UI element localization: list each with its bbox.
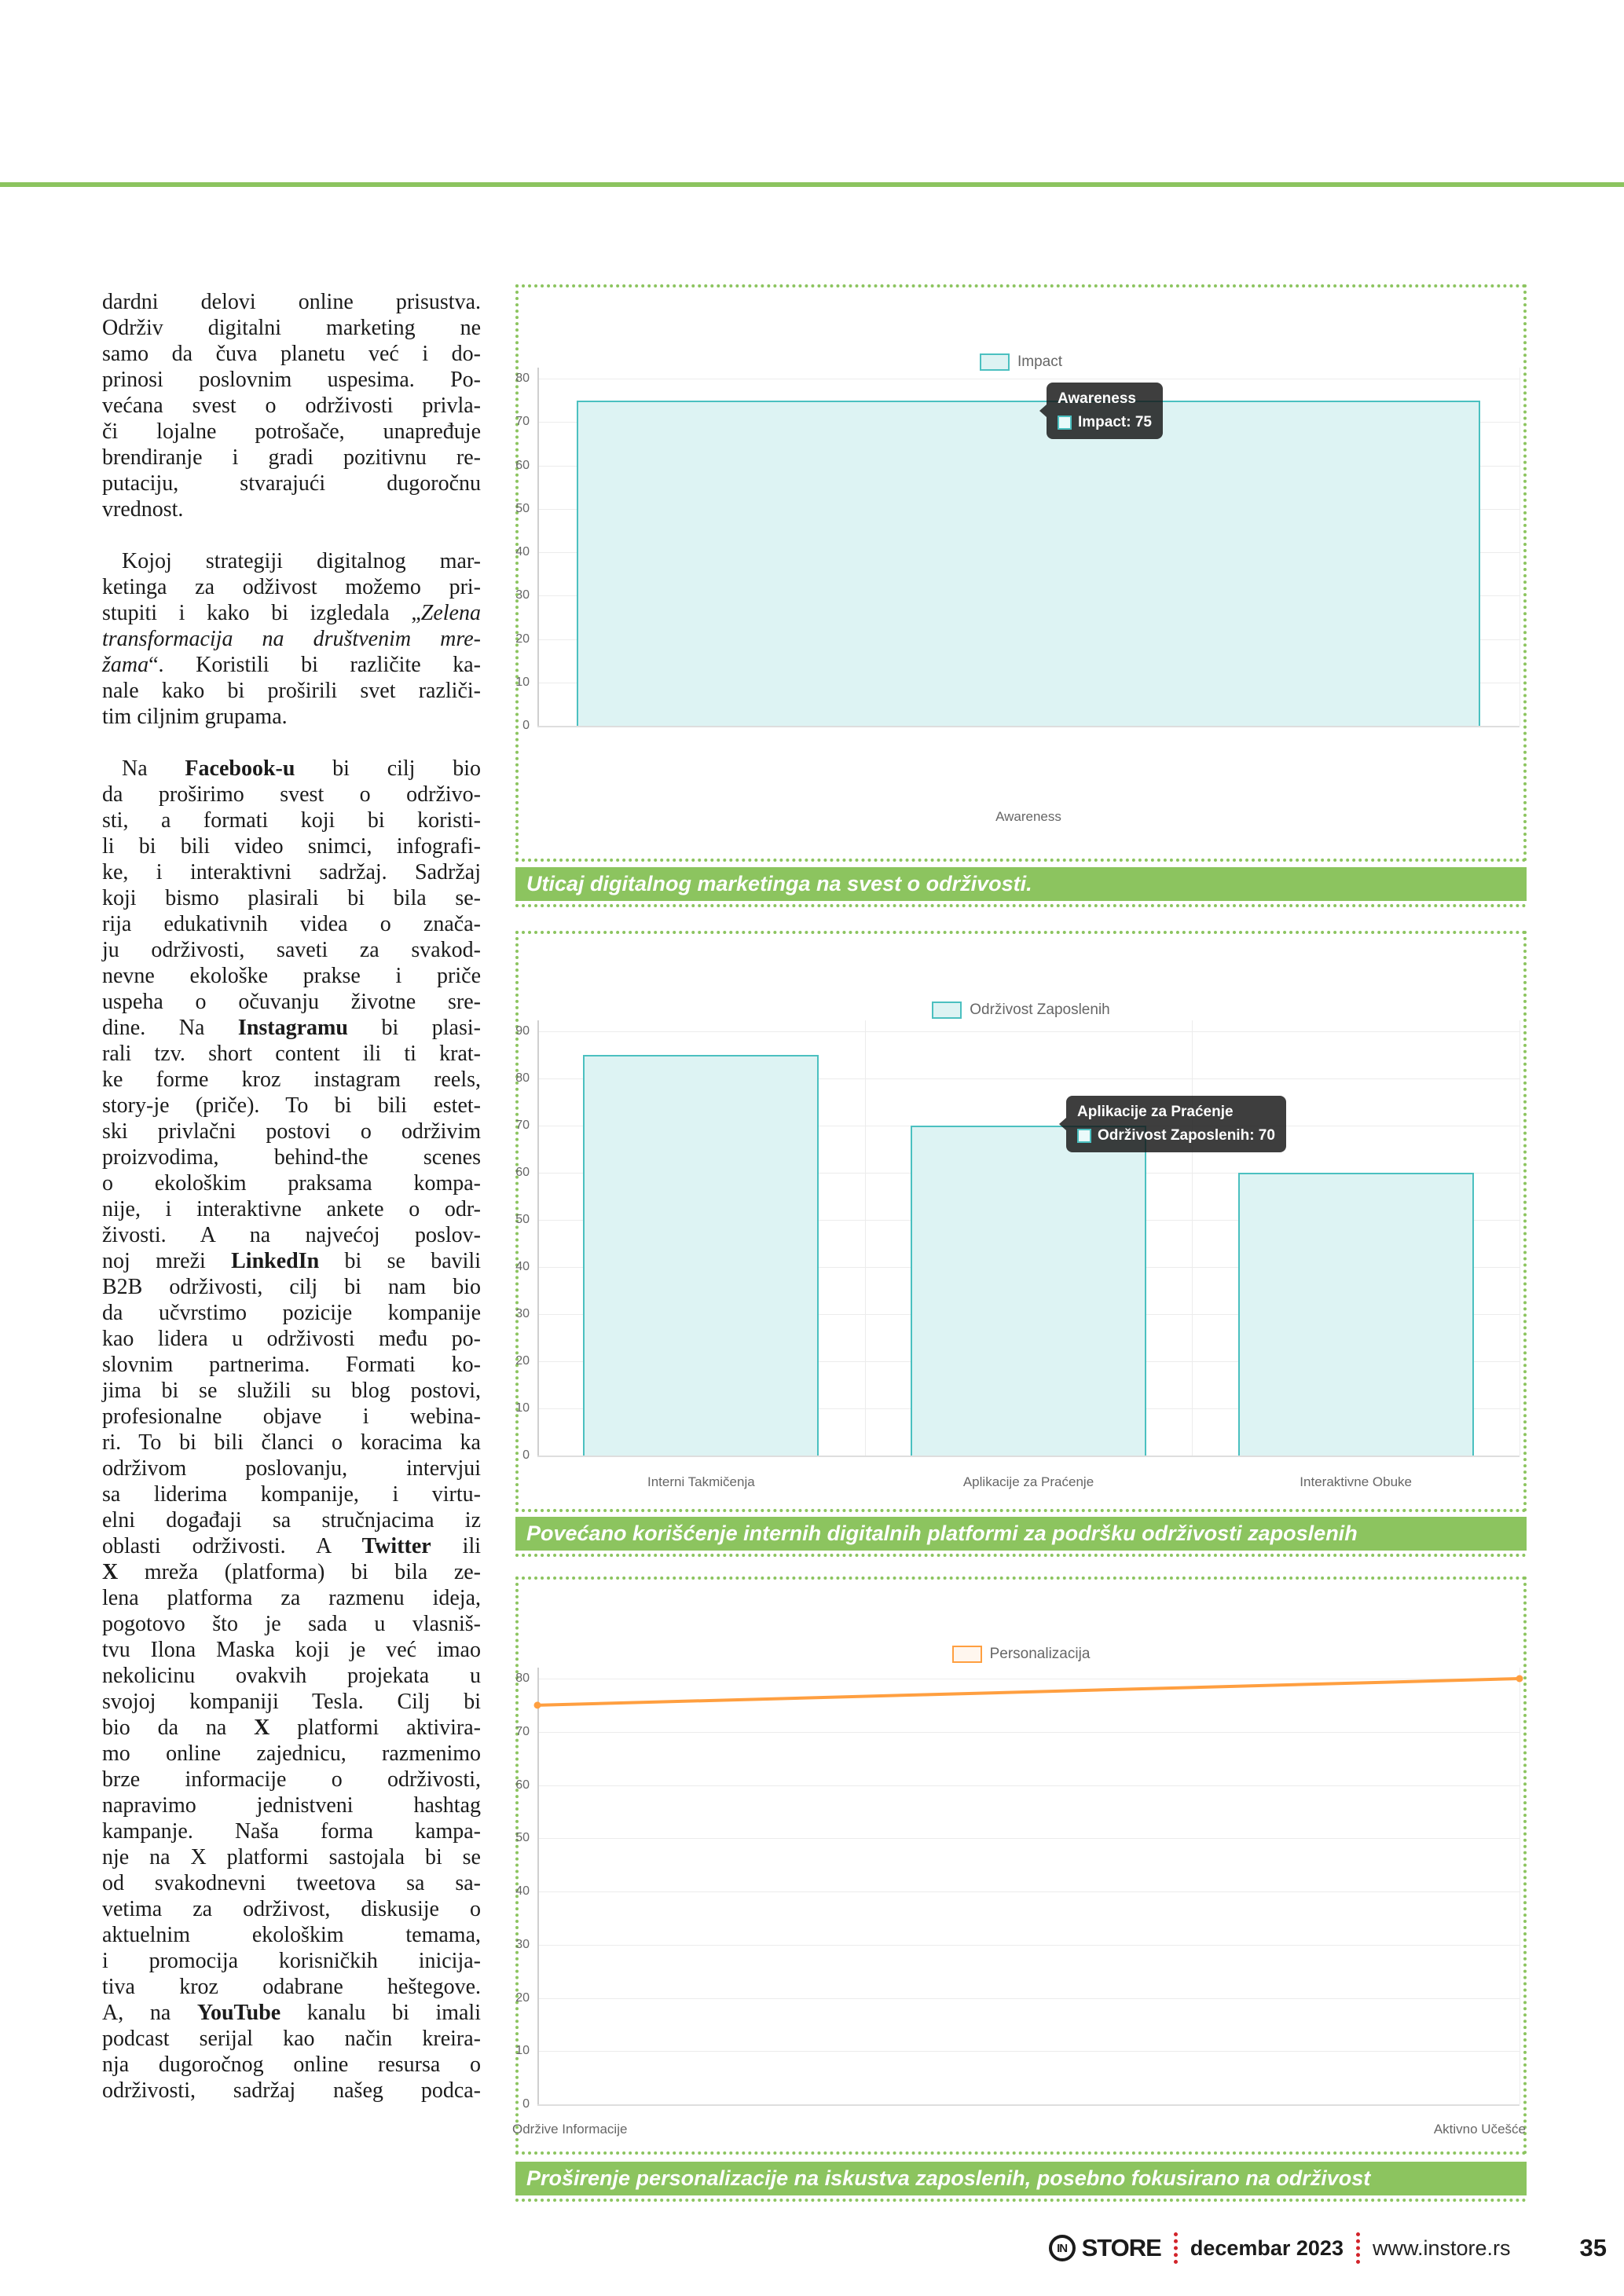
tooltip-title: Aplikacije za Praćenje	[1077, 1104, 1234, 1120]
text-run: slovnim partnerima. Formati ko-	[102, 1353, 481, 1377]
article-line	[102, 1507, 481, 1533]
article-line	[102, 341, 481, 367]
bar-aplikacije-za-praćenje	[911, 1126, 1146, 1456]
figure-1-bar-chart[interactable]	[515, 284, 1527, 862]
article-line	[102, 1144, 481, 1170]
article-line	[102, 678, 481, 704]
text-run: da učvrstimo pozicije kompanije	[102, 1301, 481, 1325]
article-line	[102, 1922, 481, 1948]
article-line	[102, 419, 481, 445]
y-tick-label: 10	[515, 675, 530, 689]
legend-label: Impact	[1017, 353, 1063, 370]
footer-separator-icon	[1174, 2232, 1178, 2264]
article-line	[102, 1093, 481, 1119]
figure-2-bar-chart[interactable]	[515, 931, 1527, 1512]
text-run: dardni delovi online prisustva.	[102, 290, 481, 314]
text-run: dine. Na	[102, 1016, 238, 1040]
text-run: ju održivosti, saveti za svakod-	[102, 938, 481, 962]
website-url: www.instore.rs	[1372, 2236, 1511, 2260]
text-run: nevne ekološke prakse i priče	[102, 964, 481, 988]
article-paragraph	[102, 756, 481, 2104]
page-footer	[1049, 2232, 1607, 2264]
x-tick-label: Awareness	[995, 809, 1061, 824]
grid-line	[537, 1456, 1520, 1457]
article-line	[102, 1326, 481, 1352]
text-run: či lojalne potrošače, unapređuje	[102, 419, 481, 444]
text-run: ili	[431, 1534, 481, 1558]
article-line	[102, 1274, 481, 1300]
text-run: profesionalne objave i webina-	[102, 1404, 481, 1429]
y-tick-label: 10	[515, 1401, 530, 1415]
tooltip-row	[1058, 414, 1152, 431]
article-line	[102, 782, 481, 807]
article-line	[102, 1948, 481, 1974]
article-line	[102, 393, 481, 419]
tooltip-row	[1077, 1127, 1275, 1144]
y-axis-line	[537, 368, 539, 726]
text-run: napravimo jednistveni hashtag	[102, 1793, 481, 1818]
y-tick-label: 40	[515, 1884, 530, 1898]
caption-underline	[515, 2199, 1527, 2202]
article-line	[102, 1663, 481, 1689]
text-run: živosti. A na najvećoj poslov-	[102, 1223, 481, 1247]
article-line	[102, 1767, 481, 1792]
y-tick-label: 70	[515, 1724, 530, 1738]
text-run: li bi bili video snimci, infografi-	[102, 834, 481, 859]
chart-legend	[519, 1002, 1523, 1019]
text-run: od svakodnevni tweetova sa sa-	[102, 1871, 481, 1895]
grid-line	[537, 726, 1520, 727]
grid-line	[865, 1020, 866, 1456]
text-run: rija edukativnih videa o znača-	[102, 912, 481, 936]
article-line	[102, 1041, 481, 1067]
text-run: aktuelnim ekološkim temama,	[102, 1923, 481, 1947]
text-run: podcast serijal kao način kreira-	[102, 2027, 481, 2051]
italic-text: Zelena	[420, 601, 481, 625]
grid-line	[537, 1031, 1520, 1032]
italic-text: transformacija na društvenim mre-	[102, 627, 481, 651]
text-run: i promocija korisničkih inicija-	[102, 1949, 481, 1973]
bar-interni-takmičenja	[583, 1055, 819, 1456]
y-tick-label: 0	[522, 719, 530, 732]
tooltip-title: Awareness	[1058, 390, 1136, 407]
text-run: mo online zajednicu, razmenimo	[102, 1741, 481, 1766]
text-run: o ekološkim praksama kompa-	[102, 1171, 481, 1196]
article-line	[102, 2026, 481, 2052]
text-run: održivom poslovanju, intervjui	[102, 1456, 481, 1481]
text-run: većana svest o održivosti privla-	[102, 394, 481, 418]
text-run: bi plasi-	[347, 1016, 481, 1040]
article-line	[102, 2052, 481, 2078]
text-run: da proširimo svest o održivo-	[102, 782, 481, 807]
y-tick-label: 40	[515, 545, 530, 558]
article-line	[102, 1015, 481, 1041]
article-line	[102, 1689, 481, 1715]
text-run: bi cilj bio	[295, 756, 481, 781]
text-run: kao lidera u održivosti među po-	[102, 1327, 481, 1351]
tooltip-value: Impact: 75	[1078, 414, 1152, 430]
article-line	[102, 2000, 481, 2026]
article-line	[102, 445, 481, 471]
article-line	[102, 548, 481, 574]
italic-text: žama	[102, 653, 149, 677]
text-run: nekolicinu ovakvih projekata u	[102, 1664, 481, 1688]
article-line	[102, 1170, 481, 1196]
bar-interaktivne-obuke	[1238, 1173, 1474, 1456]
text-run: mreža (platforma) bi bila ze-	[118, 1560, 481, 1584]
y-tick-label: 80	[515, 372, 530, 385]
text-run: vrednost.	[102, 497, 184, 522]
bold-text: X	[254, 1716, 270, 1740]
article-line	[102, 1378, 481, 1404]
y-tick-label: 70	[515, 1119, 530, 1132]
article-line	[102, 833, 481, 859]
text-run: noj mreži	[102, 1249, 232, 1273]
article-line	[102, 1559, 481, 1585]
x-tick-label: Interaktivne Obuke	[1300, 1474, 1413, 1489]
text-run: sti, a formati koji bi koristi-	[102, 808, 481, 833]
text-run: svojoj kompaniji Tesla. Cilj bi	[102, 1690, 481, 1714]
tooltip-caret-icon	[1059, 1118, 1066, 1130]
figure-caption: Proširenje personalizacije na iskustva zaposlenih, posebno fokusirano na održivost	[515, 2162, 1527, 2195]
bold-text: LinkedIn	[231, 1249, 320, 1273]
x-tick-label: Održive Informacije	[512, 2122, 628, 2137]
article-line	[102, 885, 481, 911]
grid-line	[1192, 1020, 1193, 1456]
text-run: tvu Ilona Maska koji je već imao	[102, 1638, 481, 1662]
bold-text: YouTube	[196, 2001, 281, 2025]
article-text-column	[102, 289, 481, 2104]
text-run: jima bi se služili su blog postovi,	[102, 1379, 481, 1403]
issue-date: decembar 2023	[1190, 2236, 1344, 2260]
y-tick-label: 80	[515, 1672, 530, 1685]
y-axis-line	[537, 1020, 539, 1456]
text-run: sa liderima kompanije, i virtu-	[102, 1482, 481, 1507]
bold-text: X	[102, 1560, 119, 1584]
figure-3-line-chart[interactable]	[512, 1576, 1527, 2155]
article-paragraph	[102, 289, 481, 522]
y-tick-label: 90	[515, 1024, 530, 1038]
text-run: ke, i interaktivni sadržaj. Sadržaj	[102, 860, 481, 884]
article-line	[102, 1300, 481, 1326]
text-run: tiva kroz odabrane heštegove.	[102, 1975, 481, 1999]
bold-text: Facebook-u	[185, 756, 295, 781]
y-tick-label: 50	[515, 1213, 530, 1226]
article-line	[102, 1456, 481, 1481]
article-line	[102, 1715, 481, 1741]
text-run: nije, i interaktivne ankete o odr-	[102, 1197, 481, 1221]
article-line	[102, 1248, 481, 1274]
text-run: održivosti, sadržaj našeg podca-	[102, 2078, 481, 2103]
article-line	[102, 1844, 481, 1870]
text-run: B2B održivosti, cilj bi nam bio	[102, 1275, 481, 1299]
text-run: ri. To bi bili članci o koracima ka	[102, 1430, 481, 1455]
text-run: stupiti i kako bi izgledala „	[102, 601, 421, 625]
text-run: A, na	[102, 2001, 197, 2025]
text-run: bi se bavili	[319, 1249, 481, 1273]
article-line	[102, 1585, 481, 1611]
article-paragraph	[102, 548, 481, 730]
text-run: Kojoj strategiji digitalnog mar-	[122, 549, 481, 573]
text-run: ketinga za odživost možemo pri-	[102, 575, 481, 599]
article-line	[102, 1792, 481, 1818]
article-line	[102, 1196, 481, 1222]
article-line	[102, 1119, 481, 1144]
text-run: tim ciljnim grupama.	[102, 705, 288, 729]
text-run: oblasti održivosti. A	[102, 1534, 362, 1558]
instore-logo-icon: IN	[1049, 2235, 1076, 2261]
tooltip-value: Održivost Zaposlenih: 70	[1098, 1127, 1275, 1144]
article-line	[102, 963, 481, 989]
text-run: platformi aktivira-	[269, 1716, 481, 1740]
text-run: prinosi poslovnim uspesima. Po-	[102, 368, 481, 392]
footer-separator-icon	[1356, 2232, 1360, 2264]
article-line	[102, 937, 481, 963]
y-tick-label: 20	[515, 1990, 530, 2005]
text-run: ke forme kroz instagram reels,	[102, 1067, 481, 1092]
text-run: nale kako bi proširili svet različi-	[102, 679, 481, 703]
line-series	[519, 1580, 1530, 2158]
article-line	[102, 496, 481, 522]
chart-tooltip	[1066, 1096, 1286, 1152]
legend-swatch-icon	[932, 1002, 962, 1019]
x-tick-label: Aplikacije za Praćenje	[962, 1474, 1094, 1489]
x-tick-label: Interni Takmičenja	[647, 1474, 755, 1489]
text-run: koji bismo plasirali bi bila se-	[102, 886, 481, 910]
y-tick-label: 30	[515, 588, 530, 602]
page-number: 35	[1579, 2234, 1607, 2261]
bold-text: Instagramu	[237, 1016, 348, 1040]
article-line	[102, 807, 481, 833]
article-line	[102, 989, 481, 1015]
article-line	[102, 1870, 481, 1896]
brand-name: STORE	[1081, 2234, 1161, 2261]
article-line	[102, 1430, 481, 1456]
y-tick-label: 60	[515, 1778, 530, 1792]
article-line	[102, 756, 481, 782]
y-tick-label: 20	[515, 1354, 530, 1368]
text-run: “. Koristili bi različite ka-	[148, 653, 481, 677]
text-run: putaciju, stvarajući dugoročnu	[102, 471, 481, 496]
text-run: elni događaji sa stručnjacima iz	[102, 1508, 481, 1532]
article-line	[102, 471, 481, 496]
y-tick-label: 30	[515, 1937, 530, 1951]
article-line	[102, 1896, 481, 1922]
top-divider-rule	[0, 182, 1624, 187]
article-line	[102, 704, 481, 730]
article-line	[102, 626, 481, 652]
y-tick-label: 60	[515, 1166, 530, 1179]
article-line	[102, 652, 481, 678]
article-line	[102, 574, 481, 600]
text-run: rali tzv. short content ili ti krat-	[102, 1042, 481, 1066]
article-line	[102, 911, 481, 937]
text-run: nje na X platformi sastojala bi se	[102, 1845, 481, 1869]
tooltip-swatch-icon	[1058, 416, 1072, 430]
text-run: Održiv digitalni marketing ne	[102, 316, 481, 340]
figure-caption: Uticaj digitalnog marketinga na svest o održivosti.	[515, 867, 1527, 901]
article-line	[102, 2078, 481, 2104]
caption-underline	[515, 904, 1527, 907]
chart-tooltip	[1047, 383, 1163, 439]
text-run: samo da čuva planetu već i do-	[102, 342, 481, 366]
text-run: brendiranje i gradi pozitivnu re-	[102, 445, 481, 470]
y-tick-label: 0	[522, 1448, 530, 1462]
text-run: lena platforma za razmenu ideja,	[102, 1586, 481, 1610]
text-run: nja dugoročnog online resursa o	[102, 2052, 481, 2077]
article-line	[102, 289, 481, 315]
y-tick-label: 50	[515, 501, 530, 515]
article-line	[102, 1611, 481, 1637]
article-line	[102, 1481, 481, 1507]
bold-text: Twitter	[361, 1534, 431, 1558]
tooltip-swatch-icon	[1077, 1129, 1091, 1143]
article-line	[102, 1974, 481, 2000]
text-run: proizvodima, behind-the scenes	[102, 1145, 481, 1170]
y-tick-label: 60	[515, 458, 530, 472]
y-tick-label: 20	[515, 632, 530, 646]
article-line	[102, 315, 481, 341]
text-run: brze informacije o održivosti,	[102, 1767, 481, 1792]
y-tick-label: 30	[515, 1307, 530, 1320]
legend-label: Održivost Zaposlenih	[970, 1002, 1110, 1018]
article-line	[102, 1222, 481, 1248]
text-run: kanalu bi imali	[280, 2001, 481, 2025]
article-line	[102, 1352, 481, 1378]
text-run: kampanje. Naša forma kampa-	[102, 1819, 481, 1844]
chart-legend	[519, 353, 1523, 371]
text-run: ski privlačni postovi o održivim	[102, 1119, 481, 1144]
article-line	[102, 1818, 481, 1844]
article-line	[102, 367, 481, 393]
bar-awareness	[577, 401, 1480, 726]
article-line	[102, 1533, 481, 1559]
article-line	[102, 859, 481, 885]
article-line	[102, 1637, 481, 1663]
y-tick-label: 70	[515, 415, 530, 429]
article-line	[102, 1067, 481, 1093]
article-line	[102, 600, 481, 626]
y-tick-label: 10	[515, 2044, 530, 2058]
y-tick-label: 0	[522, 2097, 530, 2111]
figure-caption: Povećano korišćenje internih digitalnih platformi za podršku održivosti zaposlenih	[515, 1517, 1527, 1551]
article-line	[102, 1404, 481, 1430]
text-run: Na	[122, 756, 185, 781]
text-run: pogotovo što je sada u vlasniš-	[102, 1612, 481, 1636]
article-line	[102, 1741, 481, 1767]
y-tick-label: 50	[515, 1831, 530, 1845]
caption-underline	[515, 1554, 1527, 1557]
text-run: vetima za održivost, diskusije o	[102, 1897, 481, 1921]
text-run: story-je (priče). To bi bili estet-	[102, 1093, 481, 1118]
y-tick-label: 80	[515, 1071, 530, 1085]
legend-label: Personalizacija	[989, 1646, 1091, 1662]
y-tick-label: 40	[515, 1260, 530, 1273]
x-tick-label: Aktivno Učešće	[1433, 2122, 1526, 2137]
tooltip-caret-icon	[1039, 405, 1047, 417]
legend-swatch-icon	[980, 353, 1010, 371]
text-run: bio da na	[102, 1716, 255, 1740]
text-run: uspeha o očuvanju životne sre-	[102, 990, 481, 1014]
